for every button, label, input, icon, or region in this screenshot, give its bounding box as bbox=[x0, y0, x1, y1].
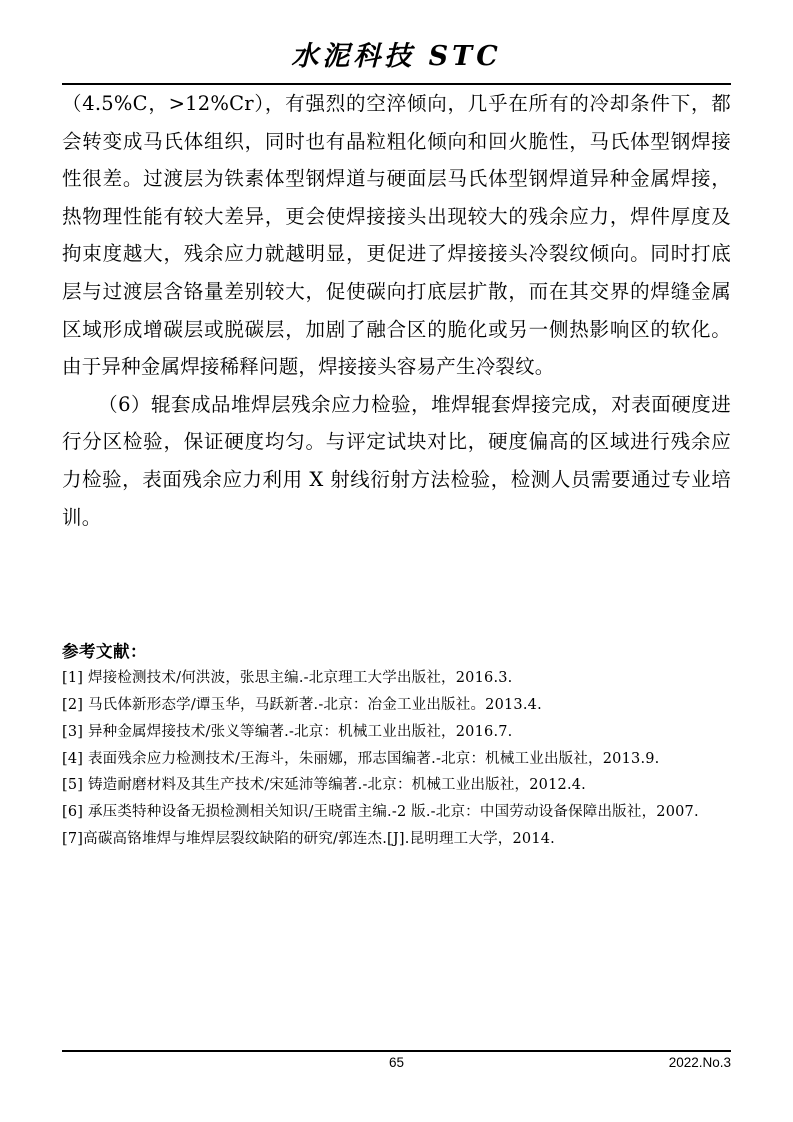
body-paragraph-1: （4.5%C，>12%Cr），有强烈的空淬倾向，几乎在所有的冷却条件下，都会转变成马氏体组织，同时也有晶粒粗化倾向和回火脆性，马氏体型钢焊接性很差。过渡层为铁素体型钢焊道与硬面层马氏体型钢焊道异种金属焊接，热物理性能有较大差异，更会使焊接接头出现较大的残余应力，焊件厚度及拘束度越大，残余应力就越明显，更促进了焊接接头冷裂纹倾向。同时打底层与过渡层含铬量差别较大，促使碳向打底层扩散，而在其交界的焊缝金属区域形成增碳层或脱碳层，加剧了融合区的脆化或另一侧热影响区的软化。由于异种金属焊接稀释问题，焊接接头容易产生冷裂纹。 bbox=[62, 92, 731, 379]
reference-item-4: [4] 表面残余应力检测技术/王海斗，朱丽娜，邢志国编著.-北京：机械工业出版社，2013.9. bbox=[62, 750, 660, 767]
references-heading: 参考文献： bbox=[62, 642, 147, 662]
reference-item-1: [1] 焊接检测技术/何洪波，张思主编.-北京理工大学出版社，2016.3. bbox=[62, 670, 513, 687]
page-body bbox=[62, 85, 731, 853]
page-footer bbox=[62, 1050, 731, 1075]
reference-item-7: [7]高碳高铬堆焊与堆焊层裂纹缺陷的研究/郭连杰.[J].昆明理工大学，2014. bbox=[62, 830, 555, 847]
reference-item-5: [5] 铸造耐磨材料及其生产技术/宋延沛等编著.-北京：机械工业出版社，2012.4. bbox=[62, 777, 586, 794]
page-number: 65 bbox=[388, 1055, 405, 1070]
issue-number: 2022.No.3 bbox=[668, 1055, 731, 1070]
body-paragraph-2: （6）辊套成品堆焊层残余应力检验，堆焊辊套焊接完成，对表面硬度进行分区检验，保证硬度均匀。与评定试块对比，硬度偏高的区域进行残余应力检验，表面残余应力利用 X 射线衍射方法检验，检测人员需要通过专业培训。 bbox=[62, 392, 731, 529]
reference-item-3: [3] 异种金属焊接技术/张义等编著.-北京：机械工业出版社，2016.7. bbox=[62, 723, 513, 740]
references-section bbox=[62, 638, 731, 853]
reference-item-6: [6] 承压类特种设备无损检测相关知识/王晓雷主编.-2 版.-北京：中国劳动设备保障出版社，2007. bbox=[62, 804, 699, 821]
reference-item-2: [2] 马氏体新形态学/谭玉华，马跃新著.-北京：冶金工业出版社。2013.4. bbox=[62, 696, 542, 713]
page-header bbox=[62, 0, 731, 85]
journal-title: 水泥科技 STC bbox=[291, 41, 502, 72]
footer-rule bbox=[62, 1050, 731, 1052]
